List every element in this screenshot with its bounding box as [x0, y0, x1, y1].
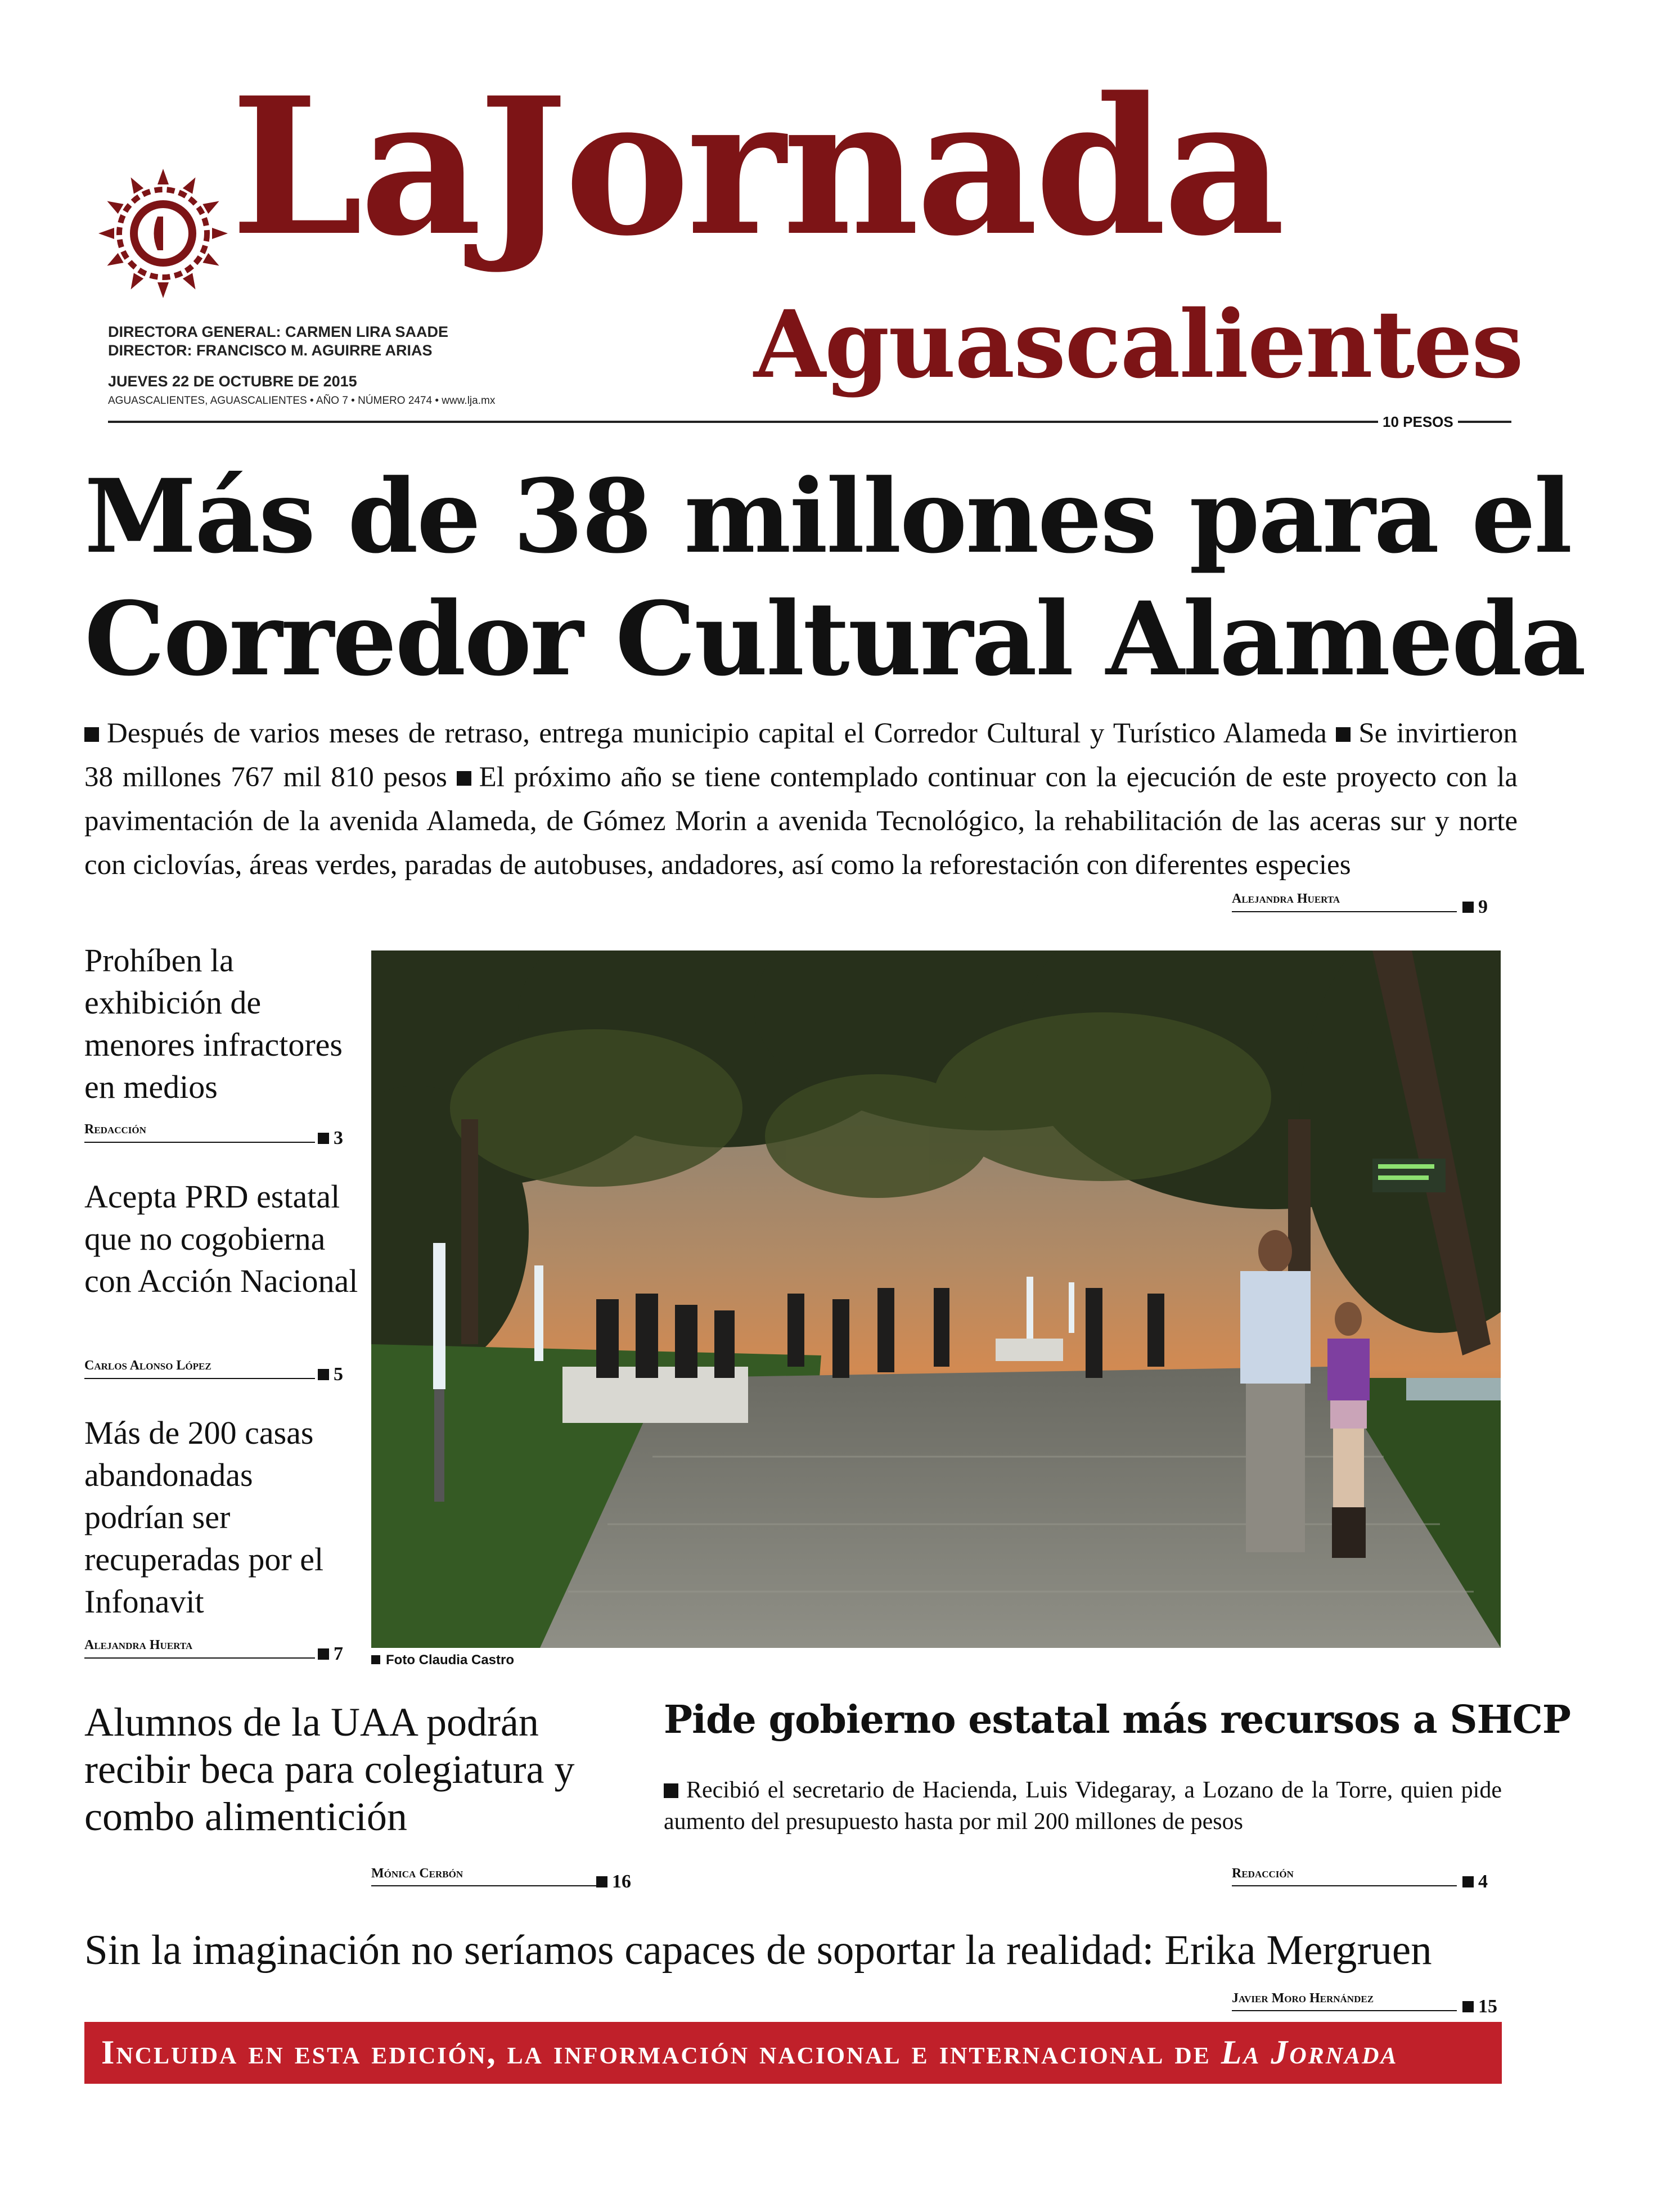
side-story-1-title[interactable]: Prohíben la exhibición de menores infractores en medios — [84, 942, 343, 1105]
credit-rule — [1232, 1885, 1457, 1886]
bottom-right-title[interactable]: Pide gobierno estatal más recursos a SHCP — [664, 1697, 1570, 1742]
side-story-1-page[interactable]: 3 — [318, 1128, 343, 1149]
director: DIRECTOR: FRANCISCO M. AGUIRRE ARIAS — [108, 342, 433, 359]
corridor-photo[interactable] — [371, 950, 1501, 1648]
lead-part-1: Después de varios meses de retraso, entrega municipio capital el Corredor Cultural y Turístico Alameda — [107, 718, 1327, 749]
bottom-left-title[interactable]: Alumnos de la UAA podrán recibir beca para colegiatura y combo alimentición — [84, 1700, 575, 1839]
side-story-3-page[interactable]: 7 — [318, 1643, 343, 1665]
bullet-square-icon — [318, 1133, 329, 1144]
bullet-square-icon — [1462, 1876, 1474, 1887]
main-page-ref[interactable]: 9 — [1462, 896, 1488, 918]
main-credit: Alejandra Huerta — [1232, 891, 1340, 906]
quote-story-title[interactable]: Sin la imaginación no seríamos capaces de soportar la realidad: Erika Mergruen — [84, 1927, 1432, 1974]
main-lead — [84, 711, 1518, 887]
quote-story-page[interactable]: 15 — [1462, 1996, 1497, 2017]
credit-rule — [84, 1142, 315, 1143]
credit-rule — [84, 1378, 315, 1379]
side-story-2-page[interactable]: 5 — [318, 1364, 343, 1385]
credit-rule — [1232, 911, 1457, 912]
bottom-right-page[interactable]: 4 — [1462, 1871, 1488, 1893]
side-story-2-title[interactable]: Acepta PRD estatal que no cogobierna con Acción Nacional — [84, 1178, 358, 1299]
brand-logo: LaJornada — [231, 56, 1282, 278]
sun-logo-icon — [98, 169, 228, 298]
credit-rule — [84, 1657, 315, 1659]
bullet-square-icon — [318, 1369, 329, 1380]
side-story-1-credit: Redacción — [84, 1122, 146, 1137]
bullet-square-icon — [84, 727, 99, 742]
credit-rule — [371, 1885, 596, 1886]
bottom-right-credit: Redacción — [1232, 1866, 1294, 1881]
side-story-3-title[interactable]: Más de 200 casas abandonadas podrían ser recuperadas por el Infonavit — [84, 1414, 324, 1620]
bullet-square-icon — [1462, 2001, 1474, 2012]
main-headline[interactable]: Más de 38 millones para el Corredor Cultural Alameda — [84, 457, 1585, 699]
price-label: 10 PESOS — [1378, 413, 1458, 431]
bullet-square-icon — [664, 1783, 678, 1798]
bottom-left-credit: Mónica Cerbón — [371, 1866, 463, 1881]
bullet-square-icon — [371, 1655, 380, 1664]
quote-story-credit: Javier Moro Hernández — [1232, 1991, 1374, 2006]
edition-date: JUEVES 22 DE OCTUBRE DE 2015 — [108, 373, 357, 390]
lead-part-2: Se invirtieron 38 millones 767 mil 810 pesos — [84, 718, 1518, 793]
bullet-square-icon — [457, 771, 471, 786]
bullet-square-icon — [1462, 902, 1474, 913]
bullet-square-icon — [318, 1648, 329, 1660]
masthead-rule — [108, 421, 1511, 423]
bottom-right-text: Recibió el secretario de Hacienda, Luis Videgaray, a Lozano de la Torre, quien pide aumento del presupuesto hasta por mil 200 millones de pesos — [664, 1777, 1502, 1835]
director-general: DIRECTORA GENERAL: CARMEN LIRA SAADE — [108, 323, 449, 340]
lead-part-3: El próximo año se tiene contemplado continuar con la ejecución de este proyecto con la pavimentación de la avenida Alameda, de Gómez Morin a avenida Tecnológico, la rehabilitación de las aceras sur y norte con ciclovías, áreas verdes, paradas de autobuses, andadores, así como la reforestación con diferentes especies — [84, 762, 1518, 881]
side-story-2-credit: Carlos Alonso López — [84, 1358, 211, 1373]
bottom-left-page[interactable]: 16 — [596, 1871, 631, 1893]
bullet-square-icon — [1336, 727, 1351, 742]
photo-caption: Foto Claudia Castro — [371, 1652, 514, 1668]
edition-info: AGUASCALIENTES, AGUASCALIENTES • AÑO 7 • NÚMERO 2474 • www.lja.mx — [108, 395, 496, 407]
credit-rule — [1232, 2010, 1457, 2011]
region-logo: Aguascalientes — [754, 290, 1523, 399]
edition-banner-text: Incluida en esta edición, la información nacional e internacional de La Jornada — [101, 2034, 1398, 2071]
side-story-3-credit: Alejandra Huerta — [84, 1638, 193, 1652]
bullet-square-icon — [596, 1876, 607, 1887]
